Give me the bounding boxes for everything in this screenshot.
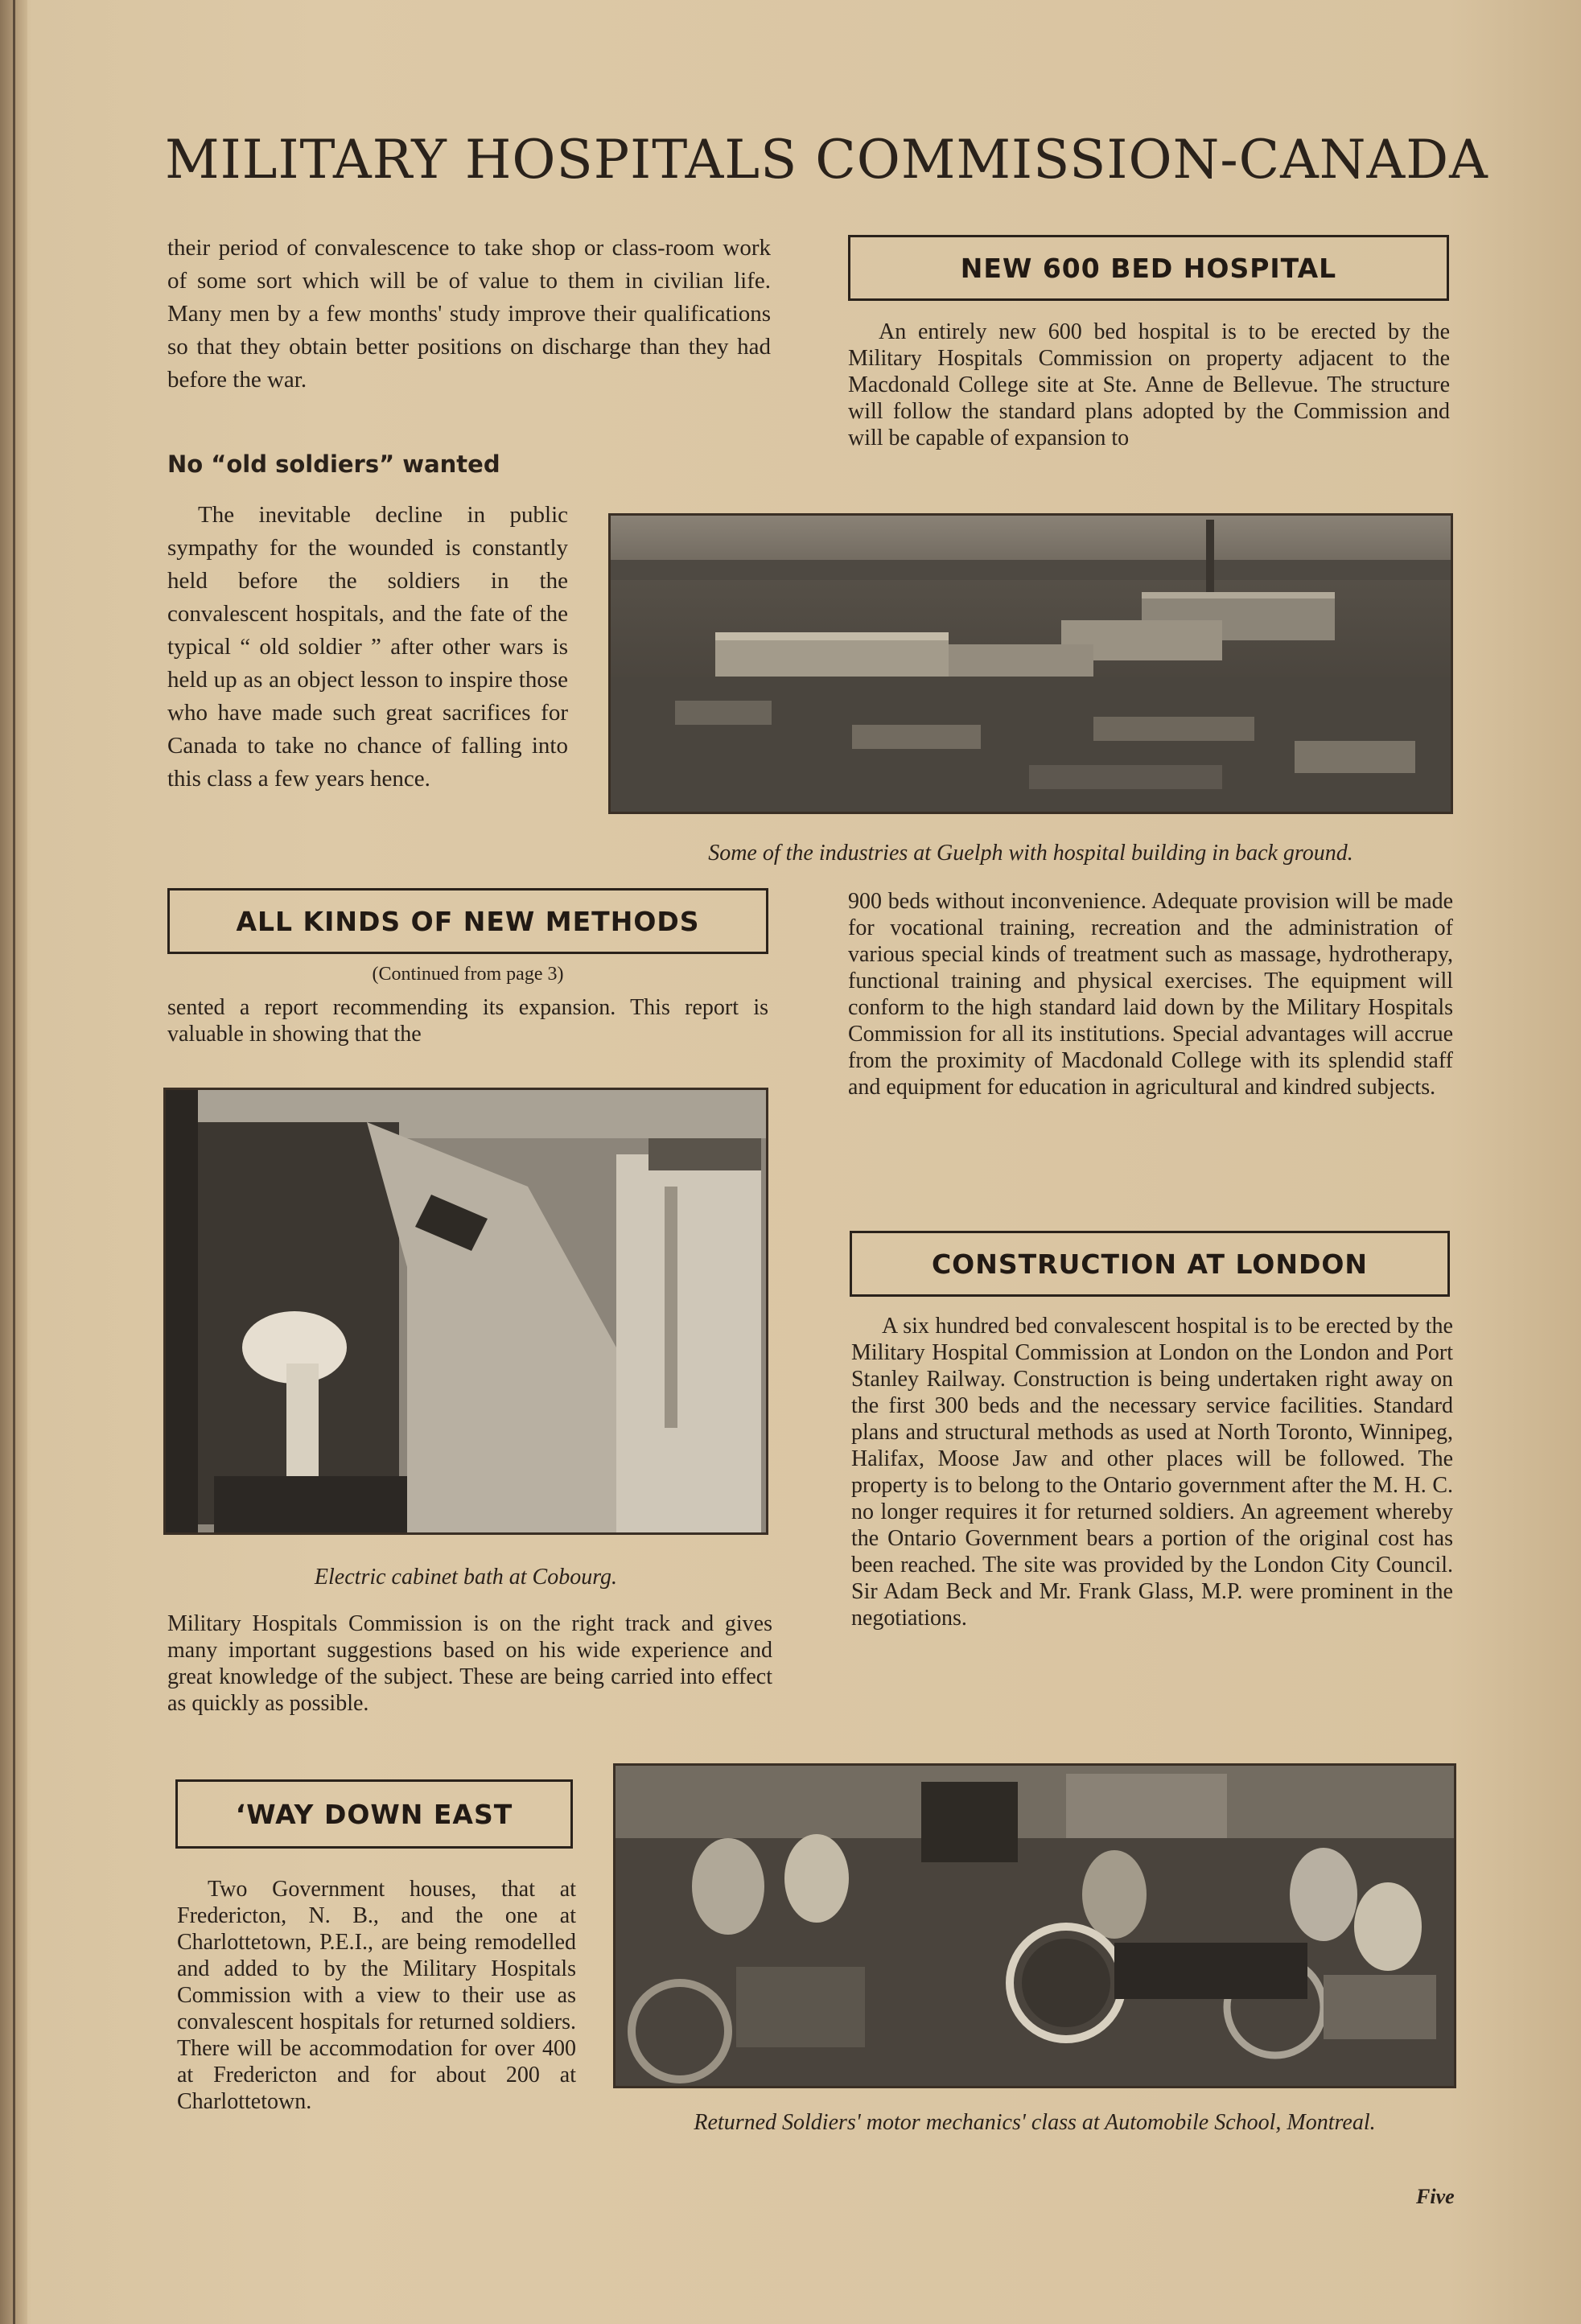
new-methods-paragraph-cont: Military Hospitals Commission is on the right track and gives many important suggestions based on his wide experience and great knowledge of the subject. These are being carried into effect as quickly as possible. xyxy=(167,1611,772,1716)
guelph-industries-photo xyxy=(608,513,1453,814)
masthead-title: MILITARY HOSPITALS COMMISSION-CANADA xyxy=(165,129,1488,191)
electric-cabinet-bath-photo xyxy=(163,1088,768,1535)
binding-edge xyxy=(13,0,15,2324)
new-methods-heading: ALL KINDS OF NEW METHODS xyxy=(167,888,768,954)
page-number: Five xyxy=(1416,2185,1455,2208)
new-hospital-heading: NEW 600 BED HOSPITAL xyxy=(848,235,1449,301)
way-down-east-paragraph: Two Government houses, that at Fredericton, N. B., and the one at Charlottetown, P.E.I., are being remodelled and added to by the Military Hospitals Commission with a view to their use as convalescent hospitals for returned soldiers. There will be accommodation for over 400 at Fredericton and for about 200 at Charlottetown. xyxy=(177,1877,576,2114)
new-hospital-paragraph-cont: 900 beds without inconvenience. Adequate provision will be made for vocational training, recreation and the administration of various special kinds of treatment such as massage, hydrotherapy, functional training and physical exercises. The equipment will conform to the high standard laid down by the Military Hospitals Commission for all its institutions. Special advantages will accrue from the proximity of Macdonald College with its splendid staff and equipment for education in agricultural and kindred subjects. xyxy=(848,889,1453,1100)
new-methods-paragraph: sented a report recommending its expansion. This report is valuable in showing that the xyxy=(167,995,768,1047)
continued-note: (Continued from page 3) xyxy=(372,964,564,985)
old-soldiers-heading: No “old soldiers” wanted xyxy=(167,450,500,478)
old-soldiers-paragraph: The inevitable decline in public sympathy for the wounded is constantly held before the soldiers in the convalescent hospitals, and the fate of the typical “ old soldier ” after other wars is held up as an object lesson to inspire those who have made such great sacrifices for Canada to take no chance of falling into this class a few years hence. xyxy=(167,502,568,792)
mechanics-photo-caption: Returned Soldiers' motor mechanics' class at Automobile School, Montreal. xyxy=(694,2110,1376,2135)
cabinet-bath-caption: Electric cabinet bath at Cobourg. xyxy=(314,1565,618,1590)
way-down-east-heading: ‘WAY DOWN EAST xyxy=(175,1779,573,1849)
intro-paragraph: their period of convalescence to take shop or class-room work of some sort which will be of value to them in civilian life. Many men by a few months' study improve their qualifications so that they obtain better positions on discharge than they had before the war. xyxy=(167,235,771,393)
guelph-photo-caption: Some of the industries at Guelph with hospital building in back ground. xyxy=(708,841,1353,866)
new-hospital-paragraph: An entirely new 600 bed hospital is to be erected by the Military Hospitals Commission on property adjacent to the Macdonald College site at Ste. Anne de Bellevue. The structure will follow the standard plans adopted by the Commission and will be capable of expansion to xyxy=(848,319,1450,450)
london-paragraph: A six hundred bed convalescent hospital is to be erected by the Military Hospital Commission at London on the London and Port Stanley Railway. Construction is being undertaken right away on the first 300 beds and the necessary service facilities. Standard plans and structural methods as used at North Toronto, Winnipeg, Halifax, Moose Jaw and other places will be followed. The property is to belong to the Ontario government after the M. H. C. no longer requires it for returned soldiers. An agreement whereby the Ontario Government bears a portion of the original cost has been reached. The site was provided by the London City Council. Sir Adam Beck and Mr. Frank Glass, M.P. were prominent in the negotiations. xyxy=(851,1314,1453,1631)
london-heading: CONSTRUCTION AT LONDON xyxy=(850,1231,1450,1297)
motor-mechanics-class-photo xyxy=(613,1763,1456,2088)
